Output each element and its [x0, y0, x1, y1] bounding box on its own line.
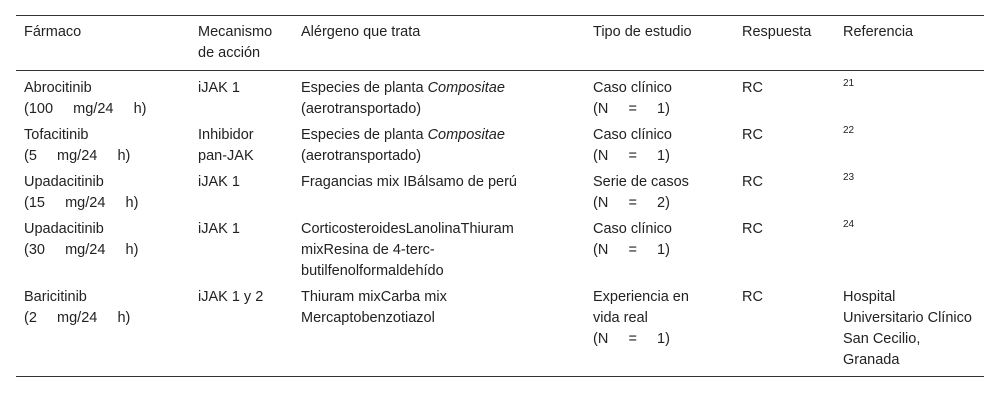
jak-inhibitors-table: [16, 15, 984, 377]
study-n: (N = 1): [593, 101, 670, 117]
study-n: (N = 1): [593, 148, 670, 164]
drug-cell: [16, 287, 190, 377]
drug-cell: [16, 172, 190, 219]
allergen-italic: Compositae: [427, 80, 505, 96]
study-cell: [585, 71, 734, 126]
reference-link[interactable]: 23: [843, 172, 855, 183]
table-row: [16, 71, 984, 126]
study-cell: [585, 219, 734, 287]
table-row: [16, 172, 984, 219]
study-type: Caso clínico: [593, 80, 672, 96]
drug-name: Baricitinib: [24, 289, 87, 305]
drug-dose: (15 mg/24 h): [24, 195, 139, 211]
study-n: (N = 1): [593, 242, 670, 258]
drug-dose: (5 mg/24 h): [24, 148, 131, 164]
allergen-cell: Thiuram mixCarba mix Mercaptobenzotiazol: [301, 289, 447, 326]
response-cell: RC: [742, 127, 763, 143]
reference-cell: [835, 219, 984, 287]
header-alergeno: Alérgeno que trata: [301, 24, 421, 40]
header-mecanismo: Mecanismo de acción: [198, 24, 273, 61]
header-referencia: Referencia: [843, 24, 914, 40]
mechanism-cell: Inhibidor pan-JAK: [198, 127, 254, 164]
study-type: Caso clínico: [593, 221, 672, 237]
study-n: (N = 1): [593, 331, 670, 347]
allergen-italic: Compositae: [427, 127, 505, 143]
study-type: Caso clínico: [593, 127, 672, 143]
table-row: [16, 219, 984, 287]
allergen-cell: [293, 125, 585, 172]
table-row: [16, 125, 984, 172]
allergen-text: Especies de planta: [301, 127, 428, 143]
study-cell: [585, 287, 734, 377]
drug-cell: [16, 125, 190, 172]
reference-cell: [835, 71, 984, 126]
mechanism-cell: iJAK 1: [198, 174, 240, 190]
drug-cell: [16, 71, 190, 126]
response-cell: RC: [742, 221, 763, 237]
drug-dose: (2 mg/24 h): [24, 310, 131, 326]
table-row: [16, 287, 984, 377]
mechanism-cell: iJAK 1 y 2: [198, 289, 264, 305]
header-respuesta: Respuesta: [742, 24, 812, 40]
reference-cell: [835, 172, 984, 219]
drug-dose: (100 mg/24 h): [24, 101, 147, 117]
reference-link[interactable]: 21: [843, 78, 855, 89]
response-cell: RC: [742, 289, 763, 305]
response-cell: RC: [742, 174, 763, 190]
drug-name: Upadacitinib: [24, 221, 104, 237]
allergen-note: (aerotransportado): [301, 101, 422, 117]
response-cell: RC: [742, 80, 763, 96]
mechanism-cell: iJAK 1: [198, 221, 240, 237]
allergen-cell: [293, 71, 585, 126]
study-cell: [585, 125, 734, 172]
reference-link[interactable]: 22: [843, 125, 855, 136]
study-cell: [585, 172, 734, 219]
allergen-cell: Fragancias mix IBálsamo de perú: [301, 174, 517, 190]
drug-name: Upadacitinib: [24, 174, 104, 190]
allergen-text: Especies de planta: [301, 80, 428, 96]
drug-dose: (30 mg/24 h): [24, 242, 139, 258]
study-type: Experiencia en vida real: [593, 289, 689, 326]
header-farmaco: Fármaco: [24, 24, 82, 40]
drug-cell: [16, 219, 190, 287]
study-n: (N = 2): [593, 195, 670, 211]
reference-cell: [835, 125, 984, 172]
allergen-note: (aerotransportado): [301, 148, 422, 164]
reference-cell: Hospital Universitario Clínico San Cecilio, Granada: [843, 289, 972, 368]
table-header-row: [16, 16, 984, 71]
header-tipo-estudio: Tipo de estudio: [593, 24, 692, 40]
reference-link[interactable]: 24: [843, 219, 855, 230]
study-type: Serie de casos: [593, 174, 689, 190]
allergen-cell: CorticosteroidesLanolinaThiuram mixResina de 4-terc-butilfenolformaldehído: [301, 221, 514, 279]
drug-name: Abrocitinib: [24, 80, 92, 96]
mechanism-cell: iJAK 1: [198, 80, 240, 96]
drug-name: Tofacitinib: [24, 127, 89, 143]
